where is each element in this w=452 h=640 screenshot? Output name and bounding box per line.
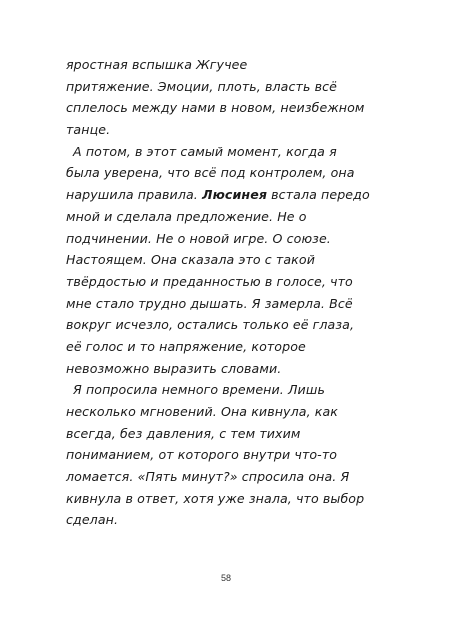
text-line xyxy=(66,162,392,184)
text-segment: её голос и то напряжение, которое xyxy=(66,338,306,354)
text-segment: Я попросила немного времени. Лишь xyxy=(73,382,325,398)
text-segment: танце. xyxy=(66,122,111,138)
text-line xyxy=(66,141,392,163)
text-segment: встала передо xyxy=(267,187,370,203)
text-line xyxy=(66,97,392,119)
text-segment: кивнула в ответ, хотя уже знала, что выбор xyxy=(66,490,365,506)
text-segment: невозможно выразить словами. xyxy=(66,360,282,376)
text-line xyxy=(66,184,392,206)
text-segment: несколько мгновений. Она кивнула, как xyxy=(66,404,339,419)
text-line xyxy=(66,76,392,98)
text-segment: притяжение. Эмоции, плоть, власть всё xyxy=(66,78,337,94)
text-segment: нарушила правила. xyxy=(66,187,203,203)
text-segment: ломается. «Пять минут?» спросила она. Я xyxy=(66,469,350,485)
text-line xyxy=(66,314,392,336)
text-segment: пониманием, от которого внутри что-то xyxy=(66,447,338,463)
text-segment: всегда, без давления, с тем тихим xyxy=(66,425,301,441)
text-line xyxy=(66,423,392,445)
text-segment: твёрдостью и преданностью в голосе, что xyxy=(66,273,353,289)
text-line xyxy=(66,228,392,250)
text-line xyxy=(66,206,392,228)
text-line xyxy=(66,401,392,423)
text-line xyxy=(66,119,392,141)
text-segment: мной и сделала предложение. Не о xyxy=(66,208,307,224)
text-line xyxy=(66,336,392,358)
page-number: 58 xyxy=(220,573,231,583)
text-line xyxy=(66,293,392,315)
text-segment: подчинении. Не о новой игре. О союзе. xyxy=(66,230,331,246)
text-line xyxy=(66,379,392,401)
text-segment: яростная вспышка Жгучее xyxy=(66,57,248,72)
text-line xyxy=(66,358,392,380)
character-name: Люсинея xyxy=(202,187,268,203)
text-line xyxy=(66,466,392,488)
text-line xyxy=(66,444,392,466)
text-segment: Настоящем. Она сказала это с такой xyxy=(66,252,315,268)
text-line xyxy=(66,509,392,531)
text-segment: сплелось между нами в новом, неизбежном xyxy=(66,100,365,116)
text-line xyxy=(66,249,392,271)
text-line xyxy=(66,54,392,76)
text-segment: сделан. xyxy=(66,512,119,528)
text-segment: была уверена, что всё под контролем, она xyxy=(66,165,355,181)
text-segment: А потом, в этот самый момент, когда я xyxy=(73,143,337,159)
text-line xyxy=(66,271,392,293)
text-segment: мне стало трудно дышать. Я замерла. Всё xyxy=(66,295,353,311)
text-line xyxy=(66,488,392,510)
text-body xyxy=(66,54,392,531)
text-segment: вокруг исчезло, остались только её глаза, xyxy=(66,317,355,333)
